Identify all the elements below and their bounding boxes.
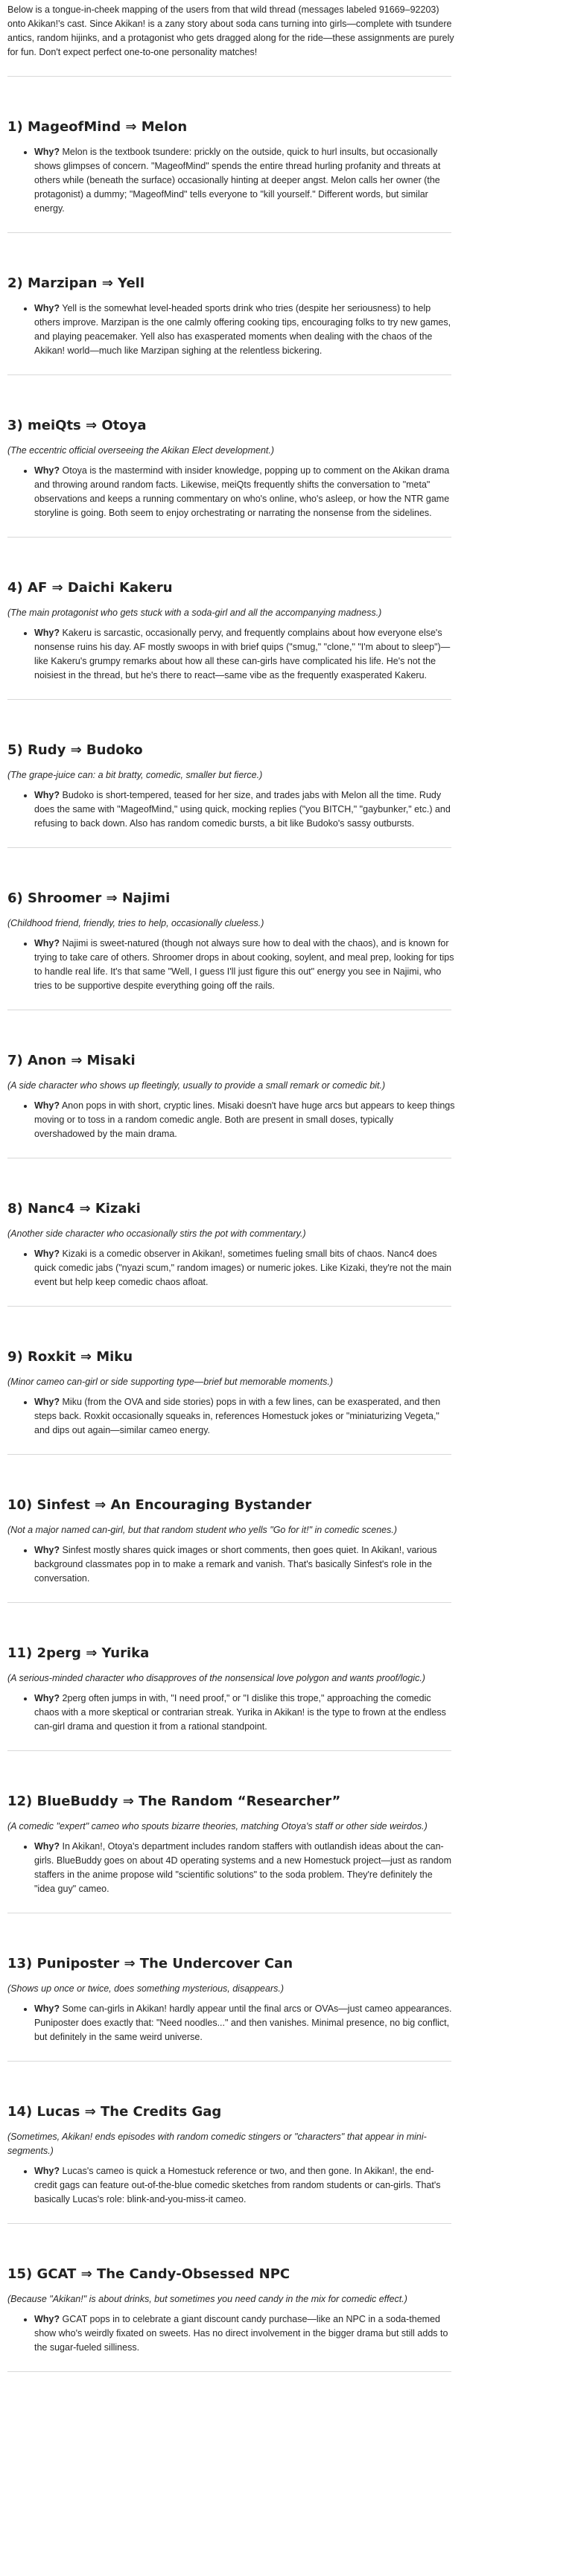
entry-note: (Because "Akikan!" is about drinks, but sometimes you need candy in the mix for comedic effect.) xyxy=(7,2294,407,2304)
why-text: Melon is the textbook tsundere: prickly on the outside, quick to hurl insults, but occasionally shows glimpses of concern. "MageofMind" spends the entire thread hurling profanity and threats at others while (beneath the surface) occasionally hinting at deeper angst. Melon calls her owner (the protagonist) a dummy; "MageofMind" tells everyone to "kill yourself." Different words, but similar energy. xyxy=(34,147,441,214)
why-text: Anon pops in with short, cryptic lines. Misaki doesn't have huge arcs but appears to keep things moving or to toss in a random comedic angle. Both are present in small doses, typically overshadowed by the main drama. xyxy=(34,1100,455,1139)
entry-note: (A side character who shows up fleetingly, usually to provide a small remark or comedic bit.) xyxy=(7,1080,386,1091)
divider xyxy=(7,847,451,848)
entry-heading: 9) Roxkit ⇒ Miku xyxy=(7,1349,133,1365)
entry-bullets xyxy=(7,788,456,831)
mapping-entry xyxy=(7,1955,559,2044)
entry-heading: 2) Marzipan ⇒ Yell xyxy=(7,275,144,291)
entry-heading: 6) Shroomer ⇒ Najimi xyxy=(7,890,171,906)
entry-note: (Another side character who occasionally stirs the pot with commentary.) xyxy=(7,1228,306,1239)
divider xyxy=(7,2371,451,2372)
why-bullet xyxy=(34,464,456,520)
why-bullet xyxy=(34,626,456,683)
entry-bullets xyxy=(7,302,456,358)
why-label: Why? xyxy=(34,1100,60,1111)
entry-heading: 11) 2perg ⇒ Yurika xyxy=(7,1645,150,1661)
entry-heading: 4) AF ⇒ Daichi Kakeru xyxy=(7,580,173,596)
why-text: Budoko is short-tempered, teased for her size, and trades jabs with Melon all the time. Rudy does the same with "MageofMind," using quick, mocking replies ("you BITCH," "gaybunker," etc.) and refusing to back down. Also has random comedic bursts, a bit like Budoko's sassy outbursts. xyxy=(34,790,451,829)
mapping-entry xyxy=(7,1793,559,1896)
mapping-entry xyxy=(7,1645,559,1734)
entry-heading: 8) Nanc4 ⇒ Kizaki xyxy=(7,1201,141,1217)
entry-heading: 12) BlueBuddy ⇒ The Random “Researcher” xyxy=(7,1794,341,1809)
why-label: Why? xyxy=(34,1397,60,1407)
why-bullet xyxy=(34,1692,456,1734)
why-bullet xyxy=(34,937,456,993)
why-label: Why? xyxy=(34,147,60,157)
divider xyxy=(7,699,451,700)
entry-heading: 1) MageofMind ⇒ Melon xyxy=(7,119,188,135)
divider xyxy=(7,1750,451,1751)
divider xyxy=(7,2223,451,2224)
entry-bullets xyxy=(7,145,456,216)
why-label: Why? xyxy=(34,1693,60,1703)
why-bullet xyxy=(34,302,456,358)
why-text: Yell is the somewhat level-headed sports drink who tries (despite her seriousness) to help others improve. Marzipan is the one calmly offering cooking tips, encouraging folks to try new games, and playing peacemaker. Yell also has exasperated moments when dealing with the chaos of the Akikan! world—much like Marzipan sighing at the relentless bickering. xyxy=(34,303,451,356)
entry-note: (Childhood friend, friendly, tries to help, occasionally clueless.) xyxy=(7,918,264,928)
why-text: Kizaki is a comedic observer in Akikan!, sometimes fueling small bits of chaos. Nanc4 does quick comedic jabs ("nyazi scum," random images) or numeric jokes. Like Kizaki, they're not the main event but help keep comedic chaos afloat. xyxy=(34,1249,452,1287)
why-bullet xyxy=(34,2164,456,2207)
entries-list xyxy=(7,118,559,2372)
why-text: Miku (from the OVA and side stories) pops in with a few lines, can be exasperated, and then steps back. Roxkit occasionally squeaks in, references Homestuck jokes or "miniaturizing Vegeta," and dips out again—similar cameo energy. xyxy=(34,1397,441,1435)
divider xyxy=(7,1454,451,1455)
why-text: Sinfest mostly shares quick images or short comments, then goes quiet. In Akikan!, various background classmates pop in to make a remark and vanish. That's basically Sinfest's role in the conversation. xyxy=(34,1545,437,1584)
why-bullet xyxy=(34,145,456,216)
why-text: 2perg often jumps in with, "I need proof," or "I dislike this trope," approaching the comedic chaos with a more skeptical or contrarian streak. Yurika in Akikan! is the type to frown at the endless can-girl drama and question it from a rational standpoint. xyxy=(34,1693,446,1732)
entry-bullets xyxy=(7,2312,456,2355)
why-text: GCAT pops in to celebrate a giant discount candy purchase—like an NPC in a soda-themed show who's weirdly fixated on sweets. Has no direct involvement in the bigger drama but still adds to the sugar-fueled silliness. xyxy=(34,2314,448,2353)
entry-bullets xyxy=(7,1247,456,1289)
entry-note: (A comedic "expert" cameo who spouts bizarre theories, matching Otoya's staff or other side weirdos.) xyxy=(7,1821,428,1831)
divider xyxy=(7,537,451,538)
mapping-entry xyxy=(7,417,559,520)
entry-bullets xyxy=(7,1840,456,1896)
why-text: In Akikan!, Otoya's department includes random staffers with outlandish ideas about the can-girls. BlueBuddy goes on about 4D operating systems and a new Homestuck project—just as random staffers in the anime propose wild "scientific solutions" to the soda problem. They're definitely the "idea guy" cameo. xyxy=(34,1841,452,1894)
why-bullet xyxy=(34,2312,456,2355)
why-bullet xyxy=(34,1840,456,1896)
why-label: Why? xyxy=(34,1545,60,1555)
entry-bullets xyxy=(7,1543,456,1586)
why-label: Why? xyxy=(34,2166,60,2176)
why-text: Otoya is the mastermind with insider knowledge, popping up to comment on the Akikan drama and throwing around random facts. Likewise, meiQts frequently shifts the conversation to "meta" observations and keeps a running commentary on who's online, who's asleep, or how the NTR game storyline is going. Both seem to enjoy orchestrating or narrating the nonsense from the sidelines. xyxy=(34,465,450,518)
why-label: Why? xyxy=(34,628,60,638)
entry-note: (Minor cameo can-girl or side supporting type—brief but memorable moments.) xyxy=(7,1377,333,1387)
mapping-entry xyxy=(7,579,559,683)
mapping-entry xyxy=(7,2266,559,2355)
entry-note: (Not a major named can-girl, but that random student who yells "Go for it!" in comedic scenes.) xyxy=(7,1525,397,1535)
why-label: Why? xyxy=(34,465,60,476)
entry-note: (Sometimes, Akikan! ends episodes with random comedic stingers or "characters" that appear in mini-segments.) xyxy=(7,2132,427,2156)
entry-bullets xyxy=(7,1395,456,1438)
entry-bullets xyxy=(7,1692,456,1734)
why-bullet xyxy=(34,2002,456,2044)
why-label: Why? xyxy=(34,303,60,313)
why-bullet xyxy=(34,1247,456,1289)
why-bullet xyxy=(34,1099,456,1141)
why-label: Why? xyxy=(34,790,60,800)
entry-bullets xyxy=(7,2164,456,2207)
entry-bullets xyxy=(7,2002,456,2044)
entry-heading: 7) Anon ⇒ Misaki xyxy=(7,1053,136,1068)
why-bullet xyxy=(34,1543,456,1586)
entry-heading: 13) Puniposter ⇒ The Undercover Can xyxy=(7,1956,293,1971)
mapping-entry xyxy=(7,275,559,358)
why-label: Why? xyxy=(34,2314,60,2324)
divider xyxy=(7,2061,451,2062)
mapping-entry xyxy=(7,118,559,216)
mapping-entry xyxy=(7,890,559,993)
entry-heading: 14) Lucas ⇒ The Credits Gag xyxy=(7,2104,222,2120)
divider xyxy=(7,374,451,375)
why-text: Some can-girls in Akikan! hardly appear until the final arcs or OVAs—just cameo appearances. Puniposter does exactly that: "Need noodles..." and then vanishes. Minimal presence, no big conflict, but definitely in the same weird universe. xyxy=(34,2003,452,2042)
why-label: Why? xyxy=(34,1249,60,1259)
entry-bullets xyxy=(7,937,456,993)
intro-paragraph: Below is a tongue-in-cheek mapping of the users from that wild thread (messages labeled 91669–92203) onto Akikan!'s cast. Since Akikan! is a zany story about soda cans turning into girls—complete with tsundere antics, random hijinks, and a protagonist who gets dragged along for the ride—these assignments are purely for fun. Don't expect perfect one-to-one personality matches! xyxy=(7,4,454,57)
why-bullet xyxy=(34,788,456,831)
entry-heading: 15) GCAT ⇒ The Candy-Obsessed NPC xyxy=(7,2266,290,2282)
entry-heading: 10) Sinfest ⇒ An Encouraging Bystander xyxy=(7,1497,312,1513)
entry-note: (The eccentric official overseeing the Akikan Elect development.) xyxy=(7,445,275,456)
why-label: Why? xyxy=(34,2003,60,2014)
mapping-entry xyxy=(7,1200,559,1289)
why-text: Najimi is sweet-natured (though not always sure how to deal with the chaos), and is known for trying to take care of others. Shroomer drops in about cooking, soylent, and meal prep, looking for tips to handle real life. It's that same "Well, I guess I'll just figure this out" energy you see in Najimi, who tries to be supportive despite everything going off the rails. xyxy=(34,938,454,991)
why-label: Why? xyxy=(34,1841,60,1852)
entry-bullets xyxy=(7,464,456,520)
entry-note: (A serious-minded character who disapproves of the nonsensical love polygon and wants proof/logic.) xyxy=(7,1673,425,1683)
entry-heading: 3) meiQts ⇒ Otoya xyxy=(7,418,147,433)
divider xyxy=(7,76,451,77)
entry-bullets xyxy=(7,626,456,683)
why-bullet xyxy=(34,1395,456,1438)
entry-note: (The main protagonist who gets stuck with a soda-girl and all the accompanying madness.) xyxy=(7,608,382,618)
divider xyxy=(7,1306,451,1307)
mapping-entry xyxy=(7,1052,559,1141)
entry-note: (The grape-juice can: a bit bratty, comedic, smaller but fierce.) xyxy=(7,770,263,780)
entry-note: (Shows up once or twice, does something mysterious, disappears.) xyxy=(7,1983,285,1994)
mapping-entry xyxy=(7,742,559,831)
why-text: Kakeru is sarcastic, occasionally pervy, and frequently complains about how everyone else's nonsense ruins his day. AF mostly swoops in with brief quips ("smug," "clone," "I'm about to sleep")—like Kakeru's grumpy remarks about how all these can-girls have complicated his life. He's not the noisiest in the thread, but he's there to react—same vibe as the frequently exasperated Kakeru. xyxy=(34,628,451,680)
entry-heading: 5) Rudy ⇒ Budoko xyxy=(7,742,143,758)
entry-bullets xyxy=(7,1099,456,1141)
divider xyxy=(7,1602,451,1603)
mapping-entry xyxy=(7,2103,559,2207)
mapping-entry xyxy=(7,1348,559,1438)
divider xyxy=(7,232,451,233)
why-label: Why? xyxy=(34,938,60,949)
why-text: Lucas's cameo is quick a Homestuck reference or two, and then gone. In Akikan!, the end-credit gags can feature out-of-the-blue comedic sketches from random students or can-girls. That's basically Lucas's role: blink-and-you-miss-it cameo. xyxy=(34,2166,441,2204)
mapping-entry xyxy=(7,1496,559,1586)
